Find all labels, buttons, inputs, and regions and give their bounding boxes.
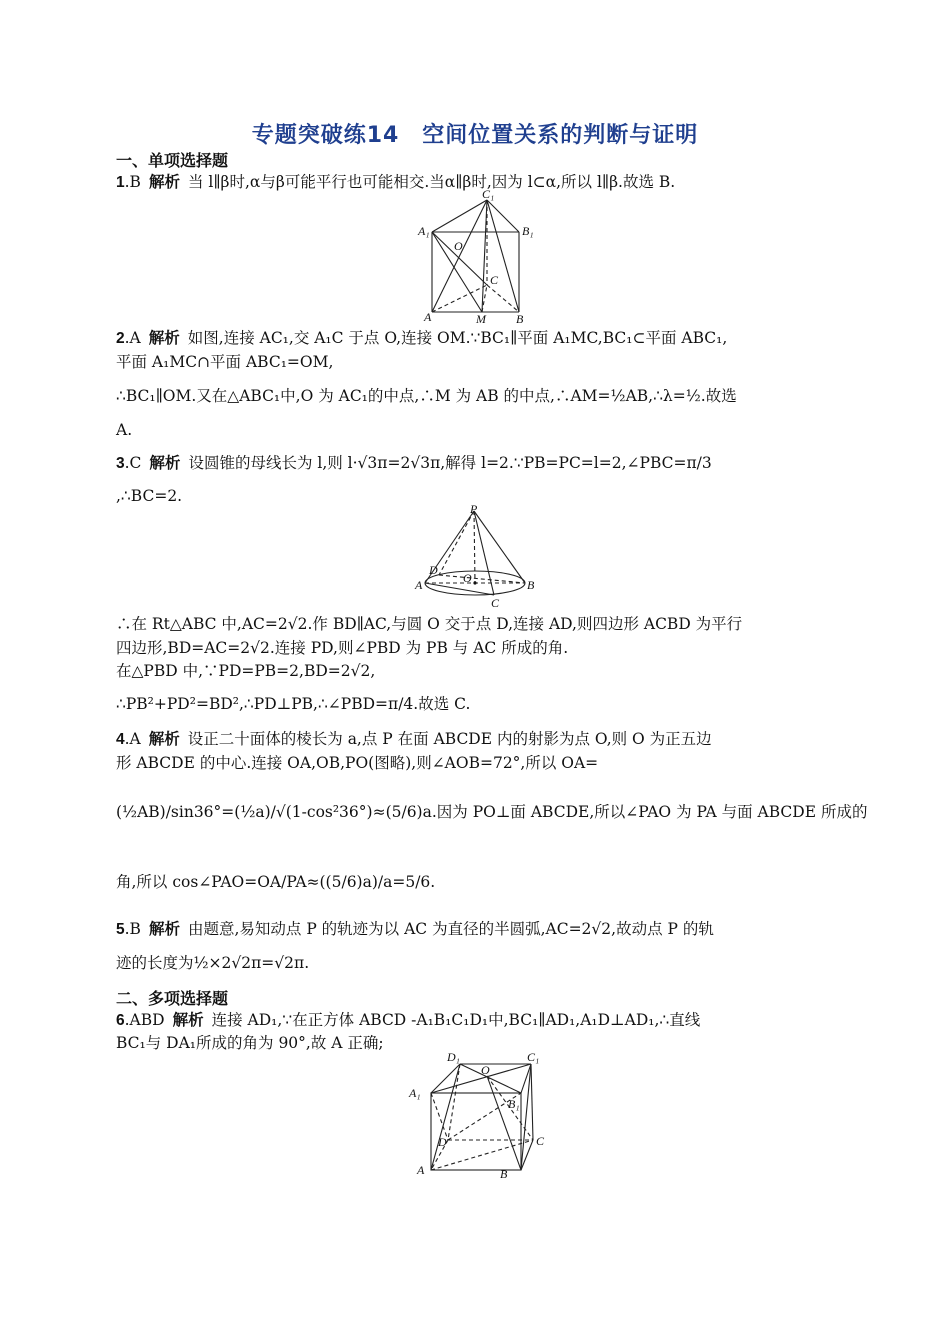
analysis-label: 解析	[148, 329, 180, 347]
analysis-label: 解析	[148, 730, 180, 748]
question-2	[116, 326, 836, 351]
q4-number: 4	[116, 731, 125, 748]
fig1-label-M: M	[476, 312, 486, 325]
figure-cube	[405, 1048, 555, 1184]
q2-line-2: 平面 A₁MC∩平面 ABC₁=OM,	[116, 353, 334, 371]
section-heading-multi-choice: 二、多项选择题	[116, 989, 229, 1008]
fig3-label-B1: B₁	[508, 1097, 520, 1111]
fig2-label-C: C	[491, 596, 500, 610]
q4-line-1: 设正二十面体的棱长为 a,点 P 在面 ABCDE 内的射影为点 O,则 O 为正五边	[187, 730, 712, 748]
question-4	[116, 727, 836, 752]
q5-line-2: 迹的长度为½×2√2π=√2π.	[116, 954, 310, 972]
fig3-label-D: D	[438, 1135, 447, 1149]
section-heading-single-choice: 一、单项选择题	[116, 151, 229, 170]
fig3-label-B: B	[500, 1167, 508, 1181]
fig3-label-O: O	[481, 1063, 490, 1077]
q2-number: 2	[116, 330, 125, 347]
figure-cone	[412, 503, 542, 613]
fig1-label-B: B	[516, 312, 524, 325]
q6-line-1: 连接 AD₁,∵在正方体 ABCD -A₁B₁C₁D₁中,BC₁∥AD₁,A₁D⊥AD₁,∴直线	[211, 1011, 701, 1029]
fig3-label-A: A	[417, 1163, 425, 1177]
q3-line-2: ,∴BC=2.	[116, 487, 183, 505]
fig3-label-D1: D₁	[447, 1050, 460, 1064]
fig1-label-A: A	[424, 310, 432, 324]
q6-answer: .ABD	[124, 1011, 165, 1029]
q3-line-6: ∴PB²+PD²=BD²,∴PD⊥PB,∴∠PBD=π/4.故选 C.	[116, 695, 471, 713]
page-title: 专题突破练14 空间位置关系的判断与证明	[251, 123, 699, 148]
analysis-label: 解析	[148, 920, 180, 938]
fig1-label-A1: A₁	[418, 224, 430, 238]
q5-number: 5	[116, 921, 125, 938]
q4-answer: .A	[124, 730, 141, 748]
fig2-label-D: D	[429, 563, 438, 577]
q4-line-4: 角,所以 cos∠PAO=OA/PA≈((5/6)a)/a=5/6.	[116, 873, 436, 891]
fig1-label-B1: B₁	[522, 224, 534, 238]
q1-number: 1	[116, 174, 125, 191]
q5-line-1: 由题意,易知动点 P 的轨迹为以 AC 为直径的半圆弧,AC=2√2,故动点 P 的轨	[187, 920, 714, 938]
q4-line-2: 形 ABCDE 的中心.连接 OA,OB,PO(图略),则∠AOB=72°,所以 OA=	[116, 754, 599, 772]
q3-answer: .C	[124, 454, 142, 472]
question-6	[116, 1008, 836, 1033]
q3-number: 3	[116, 455, 125, 472]
q1-text: 当 l∥β时,α与β可能平行也可能相交.当α∥β时,因为 l⊂α,所以 l∥β.故选 B.	[187, 173, 676, 191]
fig2-label-A: A	[415, 578, 423, 592]
q5-answer: .B	[124, 920, 141, 938]
q3-line-1: 设圆锥的母线长为 l,则 l·√3π=2√3π,解得 l=2.∵PB=PC=l=2,∠PBC=π/3	[188, 454, 712, 472]
figure-prism	[412, 190, 542, 325]
fig3-label-A1: A₁	[409, 1086, 421, 1100]
fig1-label-O: O	[454, 239, 463, 253]
q4-line-3: (½AB)/sin36°=(½a)/√(1-cos²36°)≈(5/6)a.因为 PO⊥面 ABCDE,所以∠PAO 为 PA 与面 ABCDE 所成的	[116, 803, 868, 821]
q2-line-4: A.	[116, 421, 133, 439]
fig1-label-C1: C₁	[482, 190, 495, 201]
analysis-label: 解析	[148, 173, 180, 191]
fig2-label-P: P	[470, 503, 478, 516]
q3-line-3: ∴在 Rt△ABC 中,AC=2√2.作 BD∥AC,与圆 O 交于点 D,连接 AD,则四边形 ACBD 为平行	[116, 615, 743, 633]
fig3-label-C: C	[536, 1134, 545, 1148]
q3-line-4: 四边形,BD=AC=2√2.连接 PD,则∠PBD 为 PB 与 AC 所成的角.	[116, 639, 569, 657]
fig1-label-C: C	[490, 273, 499, 287]
fig2-label-O: O	[463, 571, 472, 585]
fig2-label-B: B	[527, 578, 535, 592]
q1-answer: .B	[124, 173, 141, 191]
analysis-label: 解析	[149, 454, 181, 472]
analysis-label: 解析	[172, 1011, 204, 1029]
q2-line-3: ∴BC₁∥OM.又在△ABC₁中,O 为 AC₁的中点,∴M 为 AB 的中点,∴AM=½AB,∴λ=½.故选	[116, 387, 737, 405]
q3-line-5: 在△PBD 中,∵PD=PB=2,BD=2√2,	[116, 662, 376, 680]
q6-line-2: BC₁与 DA₁所成的角为 90°,故 A 正确;	[116, 1034, 384, 1052]
question-3	[116, 451, 836, 476]
q2-answer: .A	[124, 329, 141, 347]
question-5	[116, 917, 836, 942]
q2-line-1: 如图,连接 AC₁,交 A₁C 于点 O,连接 OM.∵BC₁∥平面 A₁MC,BC₁⊂平面 ABC₁,	[187, 329, 728, 347]
q6-number: 6	[116, 1012, 125, 1029]
fig3-label-C1: C₁	[527, 1050, 540, 1064]
